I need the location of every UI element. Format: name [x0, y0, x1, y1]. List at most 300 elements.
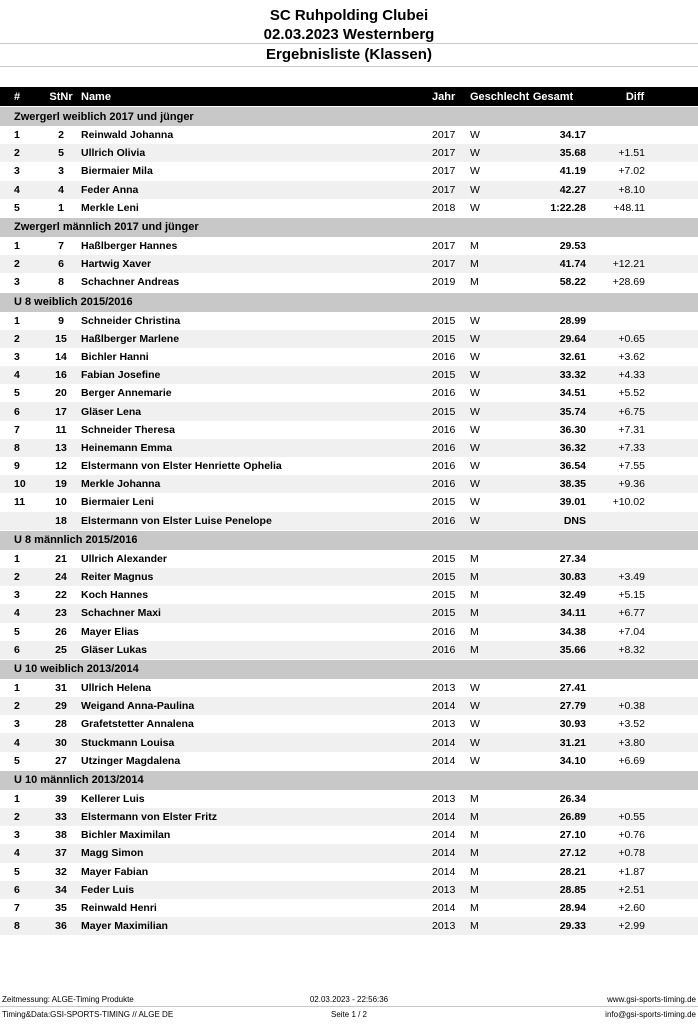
cell-stnr: 27: [55, 754, 67, 767]
cell-year: 2015: [432, 552, 456, 565]
cell-year: 2014: [432, 847, 456, 860]
cell-name: Koch Hannes: [81, 589, 149, 602]
table-row: [0, 568, 698, 586]
cell-year: 2013: [432, 920, 456, 933]
cell-name: Bichler Maximilan: [81, 829, 171, 842]
col-stnr-header: StNr: [49, 90, 73, 103]
cell-stnr: 2: [58, 129, 64, 142]
category-header: [0, 771, 698, 790]
cell-total: 36.32: [559, 441, 586, 454]
table-row: [0, 826, 698, 844]
footer-email: info@gsi-sports-timing.de: [605, 1010, 696, 1019]
cell-sex: W: [470, 423, 480, 436]
cell-name: Grafetstetter Annalena: [81, 718, 194, 731]
cell-name: Reinwald Johanna: [81, 129, 174, 142]
cell-diff: +1.87: [618, 865, 645, 878]
cell-name: Merkle Johanna: [81, 478, 161, 491]
cell-name: Hartwig Xaver: [81, 258, 152, 271]
cell-diff: +3.52: [618, 718, 645, 731]
cell-total: 33.32: [559, 369, 586, 382]
cell-name: Feder Anna: [81, 183, 139, 196]
cell-diff: [590, 550, 645, 568]
cell-rank: 6: [14, 883, 20, 896]
cell-rank: 1: [14, 681, 20, 694]
cell-name: Ullrich Helena: [81, 681, 152, 694]
cell-stnr: 32: [55, 865, 67, 878]
cell-diff: [590, 312, 645, 330]
cell-rank: 4: [14, 736, 20, 749]
cell-year: 2017: [432, 258, 456, 271]
table-row: [0, 366, 698, 384]
cell-stnr: 9: [58, 314, 64, 327]
cell-total: 39.01: [559, 496, 586, 509]
cell-rank: 8: [14, 920, 20, 933]
cell-sex: M: [470, 902, 479, 915]
table-row: [0, 623, 698, 641]
cell-name: Mayer Maximilian: [81, 920, 168, 933]
cell-year: 2014: [432, 754, 456, 767]
cell-diff: +2.51: [618, 883, 645, 896]
cell-sex: W: [470, 405, 480, 418]
cell-sex: M: [470, 829, 479, 842]
col-diff-header: Diff: [625, 90, 645, 103]
cell-rank: 3: [14, 829, 20, 842]
table-row: [0, 881, 698, 899]
cell-sex: W: [470, 700, 480, 713]
cell-sex: W: [470, 387, 480, 400]
cell-diff: +7.02: [618, 165, 645, 178]
cell-sex: M: [470, 276, 479, 289]
category-header: [0, 531, 698, 550]
cell-year: 2015: [432, 496, 456, 509]
cell-sex: W: [470, 183, 480, 196]
cell-sex: M: [470, 571, 479, 584]
cell-name: Weigand Anna-Paulina: [81, 700, 195, 713]
cell-rank: 3: [14, 589, 20, 602]
cell-total: 27.41: [559, 681, 586, 694]
cell-total: 34.10: [559, 754, 586, 767]
table-row: [0, 144, 698, 162]
footer-divider: [0, 1006, 698, 1007]
category-label: U 8 weiblich 2015/2016: [14, 296, 133, 308]
cell-total: 31.21: [559, 736, 586, 749]
cell-name: Elstermann von Elster Luise Penelope: [81, 514, 272, 527]
cell-total: 27.12: [559, 847, 586, 860]
cell-diff: +6.75: [618, 405, 645, 418]
cell-sex: W: [470, 681, 480, 694]
cell-sex: W: [470, 736, 480, 749]
footer-website: www.gsi-sports-timing.de: [607, 995, 696, 1004]
table-row: [0, 808, 698, 826]
cell-total: 41.19: [559, 165, 586, 178]
cell-name: Elstermann von Elster Fritz: [81, 811, 217, 824]
table-row: [0, 752, 698, 770]
results-table: [0, 87, 698, 935]
cell-stnr: 12: [55, 460, 67, 473]
cell-sex: M: [470, 625, 479, 638]
cell-name: Magg Simon: [81, 847, 144, 860]
cell-year: 2016: [432, 478, 456, 491]
table-row: [0, 237, 698, 255]
cell-rank: 4: [14, 847, 20, 860]
cell-stnr: 10: [55, 496, 67, 509]
table-row: [0, 439, 698, 457]
cell-sex: M: [470, 607, 479, 620]
cell-total: 29.64: [559, 332, 586, 345]
cell-name: Merkle Leni: [81, 201, 139, 214]
cell-rank: 4: [14, 607, 20, 620]
cell-year: 2017: [432, 183, 456, 196]
cell-stnr: 38: [55, 829, 67, 842]
cell-total: 1:22.28: [550, 201, 586, 214]
category-label: U 10 weiblich 2013/2014: [14, 663, 139, 676]
cell-name: Biermaier Mila: [81, 165, 153, 178]
table-row: [0, 162, 698, 180]
cell-sex: M: [470, 883, 479, 896]
cell-sex: M: [470, 552, 479, 565]
cell-rank: 2: [14, 258, 20, 271]
cell-diff: +2.60: [618, 902, 645, 915]
cell-stnr: 37: [55, 847, 67, 860]
cell-total: 29.33: [559, 920, 586, 933]
cell-rank: 4: [14, 183, 20, 196]
cell-stnr: 18: [55, 514, 67, 527]
cell-rank: 3: [14, 718, 20, 731]
cell-stnr: 34: [55, 883, 67, 896]
cell-year: 2016: [432, 460, 456, 473]
cell-rank: 9: [14, 460, 20, 473]
cell-name: Kellerer Luis: [81, 792, 145, 805]
cell-diff: +6.77: [618, 607, 645, 620]
table-body: [0, 107, 698, 935]
cell-name: Schachner Maxi: [81, 607, 161, 620]
table-row: [0, 475, 698, 493]
table-row: [0, 330, 698, 348]
footer-timestamp: 02.03.2023 - 22:56:36: [309, 995, 389, 1004]
cell-name: Schneider Theresa: [81, 423, 175, 436]
cell-stnr: 7: [58, 240, 64, 253]
cell-sex: M: [470, 240, 479, 253]
table-row: [0, 641, 698, 659]
cell-total: 28.85: [559, 883, 586, 896]
cell-stnr: 39: [55, 792, 67, 805]
cell-year: 2016: [432, 423, 456, 436]
table-row: [0, 863, 698, 881]
cell-sex: W: [470, 314, 480, 327]
category-label: Zwergerl männlich 2017 und jünger: [14, 221, 199, 234]
cell-stnr: 22: [55, 589, 67, 602]
cell-stnr: 8: [58, 276, 64, 289]
cell-stnr: 1: [58, 201, 64, 214]
cell-stnr: 5: [58, 147, 64, 160]
event-title: 02.03.2023 Westernberg: [263, 26, 435, 43]
cell-diff: +2.99: [618, 920, 645, 933]
cell-stnr: 16: [55, 369, 67, 382]
cell-name: Ullrich Alexander: [81, 552, 167, 565]
cell-diff: [590, 126, 645, 144]
cell-stnr: 28: [55, 718, 67, 731]
cell-year: 2016: [432, 350, 456, 363]
cell-diff: +48.11: [613, 201, 645, 214]
cell-total: 28.94: [559, 902, 586, 915]
cell-stnr: 24: [55, 571, 67, 584]
cell-rank: 7: [14, 423, 20, 436]
cell-stnr: 17: [55, 405, 67, 418]
cell-year: 2017: [432, 165, 456, 178]
category-label: U 8 männlich 2015/2016: [14, 534, 138, 547]
cell-sex: M: [470, 589, 479, 602]
cell-total: 28.21: [559, 865, 586, 878]
cell-year: 2015: [432, 607, 456, 620]
cell-diff: +0.78: [618, 847, 645, 860]
category-label: Zwergerl weiblich 2017 und jünger: [14, 110, 194, 123]
cell-rank: 2: [14, 147, 20, 160]
cell-year: 2017: [432, 240, 456, 253]
cell-sex: W: [470, 147, 480, 160]
cell-rank: 2: [14, 332, 20, 345]
table-row: [0, 199, 698, 217]
cell-year: 2015: [432, 571, 456, 584]
cell-year: 2015: [432, 405, 456, 418]
cell-total: 27.10: [559, 829, 586, 842]
table-row: [0, 697, 698, 715]
footer-timing: Zeitmessung: ALGE-Timing Produkte: [2, 995, 134, 1004]
cell-stnr: 31: [55, 681, 67, 694]
cell-sex: W: [470, 332, 480, 345]
cell-diff: +9.36: [618, 478, 645, 491]
cell-year: 2016: [432, 643, 456, 656]
table-row: [0, 733, 698, 751]
club-title: SC Ruhpolding Clubei: [269, 7, 429, 24]
cell-year: 2015: [432, 332, 456, 345]
cell-total: 30.93: [559, 718, 586, 731]
cell-total: 26.89: [559, 811, 586, 824]
table-row: [0, 679, 698, 697]
cell-diff: +3.62: [618, 350, 645, 363]
cell-stnr: 19: [55, 478, 67, 491]
cell-sex: W: [470, 201, 480, 214]
table-row: [0, 348, 698, 366]
cell-total: 34.17: [559, 129, 586, 142]
cell-diff: +3.49: [618, 571, 645, 584]
cell-diff: +10.02: [612, 496, 645, 509]
cell-diff: +0.65: [618, 332, 645, 345]
cell-total: 34.51: [559, 387, 586, 400]
cell-rank: 3: [14, 350, 20, 363]
cell-name: Stuckmann Louisa: [81, 736, 175, 749]
cell-total: 29.53: [559, 240, 586, 253]
cell-stnr: 6: [58, 258, 64, 271]
list-title: Ergebnisliste (Klassen): [266, 46, 432, 63]
table-row: [0, 790, 698, 808]
col-name-header: Name: [81, 90, 111, 103]
cell-diff: +4.33: [618, 369, 645, 382]
cell-name: Gläser Lena: [81, 405, 142, 418]
cell-rank: 5: [14, 865, 20, 878]
cell-sex: M: [470, 811, 479, 824]
col-sex-header: Geschlecht: [470, 90, 530, 103]
cell-name: Feder Luis: [81, 883, 135, 896]
category-header: [0, 218, 698, 237]
cell-stnr: 11: [55, 423, 67, 436]
cell-year: 2014: [432, 700, 456, 713]
cell-rank: 2: [14, 811, 20, 824]
cell-total: 41.74: [559, 258, 586, 271]
cell-sex: M: [470, 847, 479, 860]
table-row: [0, 273, 698, 291]
cell-year: 2013: [432, 681, 456, 694]
cell-diff: +1.51: [618, 147, 645, 160]
cell-rank: 10: [14, 478, 26, 491]
table-row: [0, 512, 698, 530]
cell-diff: +0.38: [618, 700, 645, 713]
cell-total: 30.83: [559, 571, 586, 584]
cell-diff: [590, 679, 645, 697]
cell-total: 32.49: [559, 589, 586, 602]
cell-total: 27.79: [559, 700, 586, 713]
cell-diff: +0.55: [618, 811, 645, 824]
cell-rank: [14, 512, 34, 530]
cell-name: Mayer Fabian: [81, 865, 149, 878]
cell-name: Haßlberger Marlene: [81, 332, 180, 345]
cell-sex: W: [470, 350, 480, 363]
cell-stnr: 26: [55, 625, 67, 638]
cell-sex: W: [470, 496, 480, 509]
cell-diff: +7.33: [618, 441, 645, 454]
cell-year: 2013: [432, 792, 456, 805]
cell-year: 2014: [432, 865, 456, 878]
cell-year: 2016: [432, 387, 456, 400]
category-header: [0, 293, 698, 312]
cell-stnr: 35: [55, 902, 67, 915]
category-header: [0, 660, 698, 679]
cell-total: 35.74: [559, 405, 586, 418]
cell-total: 34.38: [559, 625, 586, 638]
header-divider: [0, 43, 698, 44]
table-row: [0, 899, 698, 917]
cell-rank: 1: [14, 129, 20, 142]
cell-name: Heinemann Emma: [81, 441, 173, 454]
cell-diff: +3.80: [618, 736, 645, 749]
cell-rank: 7: [14, 902, 20, 915]
cell-sex: W: [470, 460, 480, 473]
cell-rank: 5: [14, 625, 20, 638]
cell-diff: +7.55: [618, 460, 645, 473]
cell-sex: W: [470, 514, 480, 527]
cell-total: 38.35: [559, 478, 586, 491]
cell-year: 2013: [432, 718, 456, 731]
cell-diff: +6.69: [618, 754, 645, 767]
table-row: [0, 255, 698, 273]
cell-stnr: 13: [55, 441, 67, 454]
cell-year: 2014: [432, 811, 456, 824]
cell-rank: 4: [14, 369, 20, 382]
cell-sex: M: [470, 865, 479, 878]
table-row: [0, 421, 698, 439]
cell-stnr: 25: [55, 643, 67, 656]
cell-diff: [590, 790, 645, 808]
cell-rank: 3: [14, 165, 20, 178]
cell-year: 2016: [432, 625, 456, 638]
col-rank-header: #: [14, 90, 21, 103]
table-row: [0, 493, 698, 511]
cell-diff: +28.69: [612, 276, 645, 289]
cell-rank: 11: [14, 496, 26, 509]
cell-stnr: 36: [55, 920, 67, 933]
cell-sex: W: [470, 165, 480, 178]
cell-total: 26.34: [559, 792, 586, 805]
cell-diff: +8.32: [618, 643, 645, 656]
table-row: [0, 917, 698, 935]
cell-stnr: 30: [55, 736, 67, 749]
cell-name: Utzinger Magdalena: [81, 754, 181, 767]
cell-year: 2017: [432, 147, 456, 160]
table-row: [0, 312, 698, 330]
cell-total: 42.27: [559, 183, 586, 196]
cell-total: DNS: [563, 514, 586, 527]
footer-page: Seite 1 / 2: [330, 1010, 368, 1019]
cell-rank: 2: [14, 700, 20, 713]
header-divider: [0, 66, 698, 67]
cell-name: Reiter Magnus: [81, 571, 154, 584]
cell-sex: W: [470, 478, 480, 491]
table-row: [0, 126, 698, 144]
cell-diff: +12.21: [612, 258, 645, 271]
cell-total: 36.30: [559, 423, 586, 436]
category-header: [0, 107, 698, 126]
cell-sex: W: [470, 441, 480, 454]
cell-total: 58.22: [559, 276, 586, 289]
cell-rank: 3: [14, 276, 20, 289]
cell-name: Biermaier Leni: [81, 496, 154, 509]
cell-total: 32.61: [559, 350, 586, 363]
cell-name: Schneider Christina: [81, 314, 181, 327]
cell-year: 2015: [432, 314, 456, 327]
table-row: [0, 550, 698, 568]
cell-total: 27.34: [559, 552, 586, 565]
cell-sex: W: [470, 129, 480, 142]
cell-total: 28.99: [559, 314, 586, 327]
cell-rank: 6: [14, 405, 20, 418]
cell-rank: 5: [14, 201, 20, 214]
cell-name: Ullrich Olivia: [81, 147, 146, 160]
cell-name: Schachner Andreas: [81, 276, 180, 289]
cell-sex: W: [470, 718, 480, 731]
cell-stnr: 14: [55, 350, 67, 363]
cell-total: 35.68: [559, 147, 586, 160]
table-row: [0, 604, 698, 622]
cell-year: 2019: [432, 276, 456, 289]
cell-year: 2018: [432, 201, 456, 214]
cell-name: Elstermann von Elster Henriette Ophelia: [81, 460, 282, 473]
cell-diff: +0.76: [618, 829, 645, 842]
cell-diff: +7.31: [618, 423, 645, 436]
cell-year: 2017: [432, 129, 456, 142]
cell-sex: W: [470, 754, 480, 767]
table-row: [0, 586, 698, 604]
cell-diff: [590, 512, 645, 530]
cell-sex: M: [470, 920, 479, 933]
cell-sex: M: [470, 258, 479, 271]
cell-rank: 8: [14, 441, 20, 454]
cell-year: 2014: [432, 736, 456, 749]
cell-diff: +5.15: [618, 589, 645, 602]
cell-year: 2014: [432, 902, 456, 915]
table-row: [0, 715, 698, 733]
table-row: [0, 181, 698, 199]
table-row: [0, 384, 698, 402]
cell-total: 36.54: [559, 460, 586, 473]
